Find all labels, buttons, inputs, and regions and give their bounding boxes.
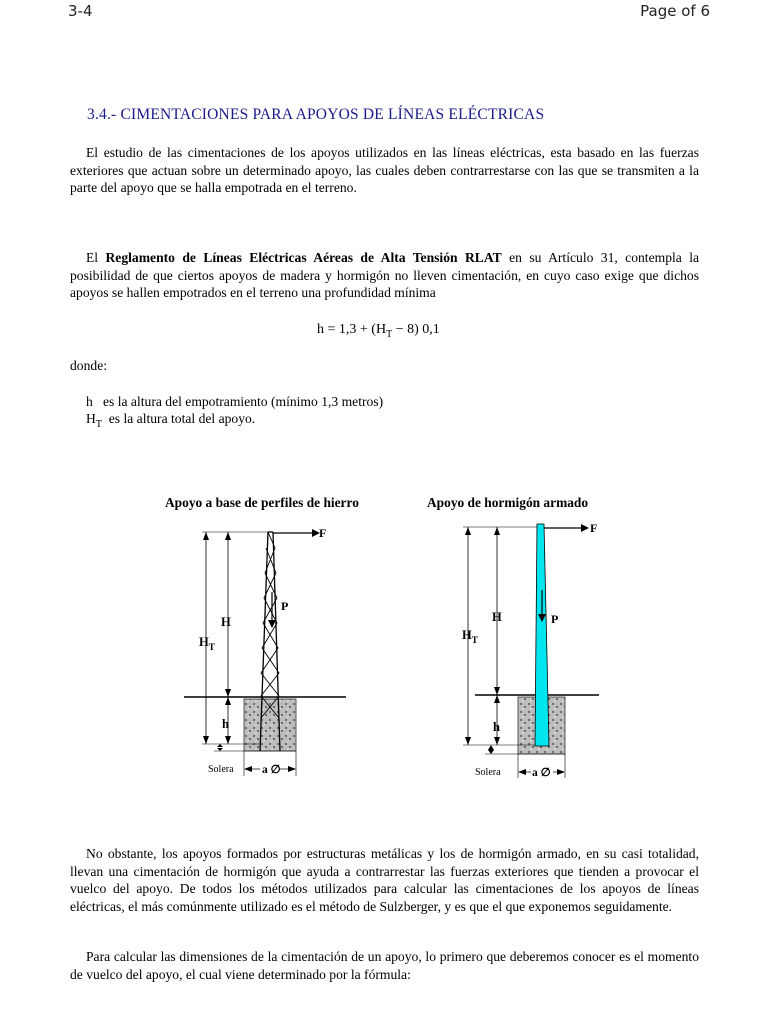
formula-sub: T — [386, 329, 393, 340]
rlat-text-post: en su Artículo 31, contempla la posibilidad de que ciertos apoyos de madera y hormigón no lleven cimentación, en cuyo caso exige que dichos apoyos se hallen empotrados en el terreno una profundidad mínima — [70, 250, 700, 300]
figure2-concrete-pole-diagram — [455, 518, 605, 780]
rlat-regulation-name: Reglamento de Líneas Eléctricas Aéreas de Alta Tensión RLAT — [105, 250, 502, 265]
fig2-label-ht: $H_T$ — [462, 628, 478, 645]
paragraph-momento-vuelco: Para calcular las dimensiones de la cimentación de un apoyo, lo primero que deberemos conocer es el momento de vuelco del apoyo, el cual viene determinado por la fórmula: — [70, 949, 699, 982]
def-ht-sub: T — [95, 419, 102, 430]
def-ht-text: es la altura total del apoyo. — [108, 411, 256, 426]
concrete-pole — [535, 524, 549, 746]
donde-label: donde: — [70, 358, 107, 373]
fig2-label-f: F — [590, 521, 598, 535]
definition-h — [86, 394, 383, 410]
page-counter: Page of 6 — [640, 2, 710, 20]
fig1-label-h-upper: H — [221, 615, 231, 629]
fig2-label-h-upper: H — [492, 610, 502, 624]
def-h-symbol: h — [86, 394, 93, 409]
paragraph-rlat — [70, 249, 699, 302]
depth-formula — [317, 322, 440, 338]
figure1-steel-tower-diagram — [180, 518, 380, 780]
fig1-label-p: P — [281, 599, 289, 613]
fig2-label-p: P — [551, 612, 559, 626]
def-ht-symbol: H — [86, 411, 96, 426]
page-section-number: 3-4 — [68, 2, 93, 20]
figure1-title: Apoyo a base de perfiles de hierro — [165, 495, 359, 510]
def-h-text: es la altura del empotramiento (mínimo 1,3 metros) — [103, 394, 384, 409]
fig2-label-h-lower: h — [493, 720, 500, 734]
figure2-title: Apoyo de hormigón armado — [427, 495, 589, 510]
formula-pre: h = 1,3 + (H — [317, 322, 387, 337]
fig1-label-a: a ∅ — [262, 764, 281, 776]
fig1-label-ht: $H_T$ — [199, 635, 215, 652]
fig2-label-a: a ∅ — [532, 767, 551, 779]
formula-post: − 8) 0,1 — [392, 322, 440, 337]
fig1-label-solera: Solera — [208, 764, 234, 775]
section-title: 3.4.- CIMENTACIONES PARA APOYOS DE LÍNEAS ELÉCTRICAS — [87, 106, 545, 123]
paragraph-intro: El estudio de las cimentaciones de los apoyos utilizados en las líneas eléctricas, esta basado en las fuerzas exteriores que actuan sobre un determinado apoyo, las cuales deben contrarrestarse con las que se transmiten a la parte del apoyo que se halla empotrada en el terreno. — [70, 145, 699, 195]
fig2-label-solera: Solera — [475, 767, 501, 778]
paragraph-sulzberger: No obstante, los apoyos formados por estructuras metálicas y los de hormigón armado, en su casi totalidad, llevan una cimentación de hormigón que ayuda a contrarrestar las fuerzas exteriores que tienden a provocar el vuelco del apoyo. De todos los métodos utilizados para calcular las cimentaciones de los apoyos de líneas eléctricas, el más comúnmente utilizado es el método de Sulzberger, y es que el que exponemos seguidamente. — [70, 846, 699, 914]
fig1-label-f: F — [319, 526, 327, 540]
definition-ht — [86, 411, 256, 430]
rlat-text-pre: El — [86, 250, 106, 265]
fig1-label-h-lower: h — [222, 717, 229, 731]
